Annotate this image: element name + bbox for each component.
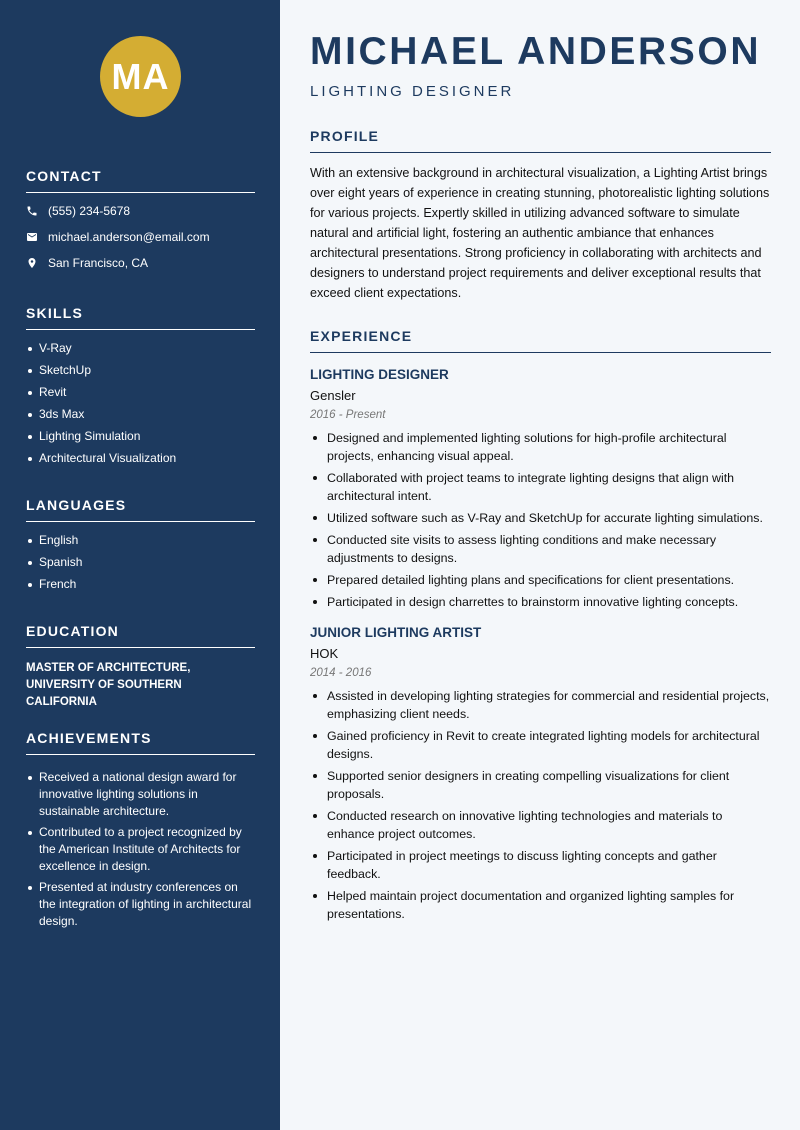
list-item: Architectural Visualization <box>26 450 255 467</box>
job-entry <box>310 625 771 923</box>
list-item: Participated in design charrettes to brainstorm innovative lighting concepts. <box>310 593 771 611</box>
contact-email-text: michael.anderson@email.com <box>48 230 210 244</box>
list-item: 3ds Max <box>26 406 255 423</box>
list-item: Spanish <box>26 554 255 571</box>
list-item: SketchUp <box>26 362 255 379</box>
achievements-title: ACHIEVEMENTS <box>26 730 255 755</box>
job-bullets <box>310 429 771 611</box>
education-title: EDUCATION <box>26 623 255 648</box>
phone-icon <box>26 205 38 217</box>
avatar: MA <box>100 36 181 117</box>
education-section <box>26 623 255 711</box>
job-title: JUNIOR LIGHTING ARTIST <box>310 625 482 640</box>
job-company: Gensler <box>310 388 356 403</box>
job-dates: 2016 - Present <box>310 409 386 421</box>
list-item: V-Ray <box>26 340 255 357</box>
list-item: Revit <box>26 384 255 401</box>
list-item: Lighting Simulation <box>26 428 255 445</box>
list-item: Participated in project meetings to discuss lighting concepts and gather feedback. <box>310 847 771 883</box>
list-item: Presented at industry conferences on the integration of lighting in architectural design. <box>26 879 255 930</box>
profile-title: PROFILE <box>310 128 771 153</box>
list-item: Conducted research on innovative lighting technologies and materials to enhance project outcomes. <box>310 807 771 843</box>
job-title: LIGHTING DESIGNER <box>310 367 449 382</box>
profile-section <box>310 128 771 303</box>
profile-text: With an extensive background in architectural visualization, a Lighting Artist brings over eight years of experience in creating stunning, photorealistic lighting solutions for various projects. Expertly skilled in utilizing advanced software to simulate natural and artificial light, fostering an authentic ambiance that enhances architectural presentations. Strong proficiency in collaborating with architects and designers to understand project requirements and deliver exceptional results that exceed client expectations. <box>310 166 770 300</box>
experience-section <box>310 328 771 927</box>
contact-location-text: San Francisco, CA <box>48 256 149 270</box>
list-item: Received a national design award for innovative lighting solutions in sustainable architecture. <box>26 769 255 820</box>
contact-section <box>26 168 255 271</box>
contact-title: CONTACT <box>26 168 255 193</box>
list-item: Contributed to a project recognized by the American Institute of Architects for excellence in design. <box>26 824 255 875</box>
candidate-name: MICHAEL ANDERSON <box>310 30 762 73</box>
candidate-role: LIGHTING DESIGNER <box>310 83 515 100</box>
contact-location <box>26 255 255 271</box>
skills-section <box>26 305 255 472</box>
list-item: English <box>26 532 255 549</box>
languages-list <box>26 532 255 593</box>
job-bullets <box>310 687 771 923</box>
skills-list <box>26 340 255 467</box>
skills-title: SKILLS <box>26 305 255 330</box>
sidebar <box>0 0 280 1130</box>
contact-phone[interactable] <box>26 203 255 219</box>
achievements-section <box>26 730 255 935</box>
location-pin-icon <box>26 257 38 269</box>
list-item: Helped maintain project documentation and organized lighting samples for presentations. <box>310 887 771 923</box>
list-item: Gained proficiency in Revit to create integrated lighting models for architectural designs. <box>310 727 771 763</box>
contact-email[interactable] <box>26 229 255 245</box>
list-item: Conducted site visits to assess lighting conditions and make necessary adjustments to designs. <box>310 531 771 567</box>
contact-phone-text: (555) 234-5678 <box>48 204 131 218</box>
achievements-list <box>26 769 255 930</box>
languages-section <box>26 497 255 598</box>
languages-title: LANGUAGES <box>26 497 255 522</box>
experience-title: EXPERIENCE <box>310 328 771 353</box>
list-item: Supported senior designers in creating compelling visualizations for client proposals. <box>310 767 771 803</box>
job-entry <box>310 367 771 611</box>
list-item: French <box>26 576 255 593</box>
job-dates: 2014 - 2016 <box>310 667 372 679</box>
job-company: HOK <box>310 646 339 661</box>
email-icon <box>26 231 38 243</box>
list-item: Utilized software such as V-Ray and SketchUp for accurate lighting simulations. <box>310 509 771 527</box>
list-item: Designed and implemented lighting solutions for high-profile architectural projects, enhancing visual appeal. <box>310 429 771 465</box>
list-item: Assisted in developing lighting strategies for commercial and residential projects, emphasizing client needs. <box>310 687 771 723</box>
list-item: Collaborated with project teams to integrate lighting designs that align with architectural intent. <box>310 469 771 505</box>
list-item: Prepared detailed lighting plans and specifications for client presentations. <box>310 571 771 589</box>
education-degree: MASTER OF ARCHITECTURE, UNIVERSITY OF SOUTHERN CALIFORNIA <box>26 662 191 708</box>
